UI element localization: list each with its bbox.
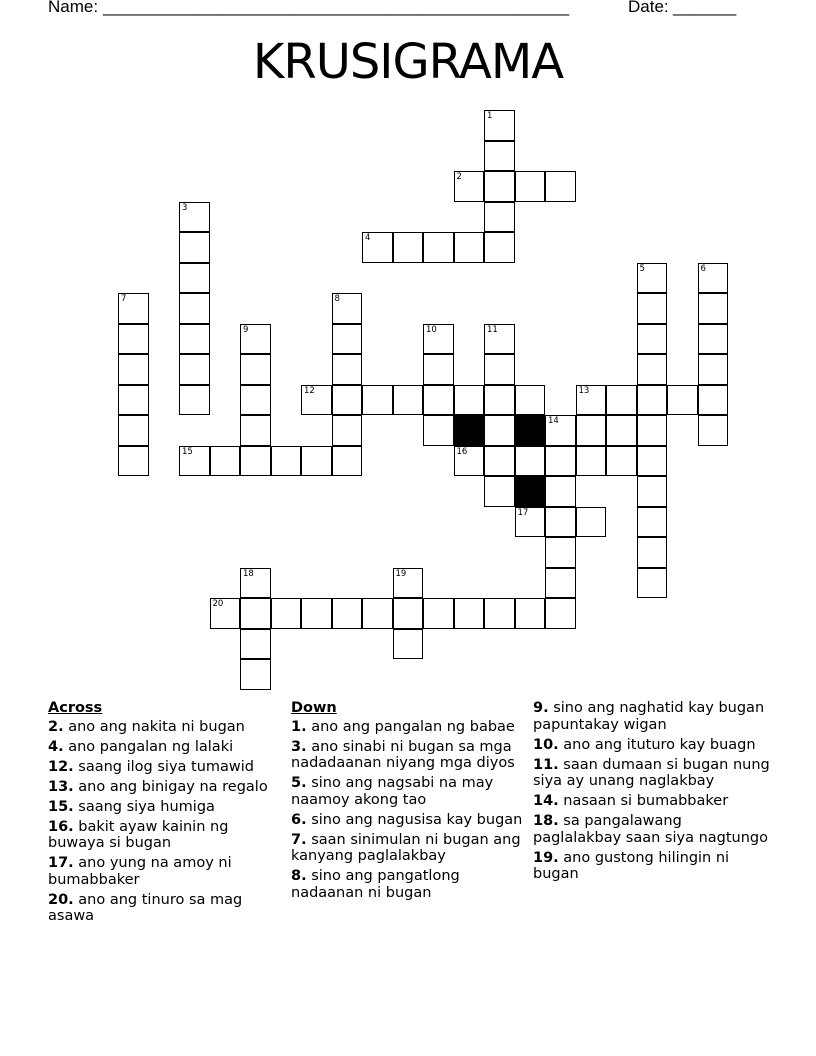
grid-cell[interactable] — [637, 324, 668, 355]
clue-number: 20 — [212, 599, 224, 609]
clue-num: 16. — [48, 818, 74, 835]
clue-num: 3. — [291, 738, 307, 755]
clue-item — [48, 759, 288, 776]
name-field-line[interactable]: ____________________________________________________ — [103, 0, 569, 16]
grid-cell[interactable] — [637, 293, 668, 324]
clue-item — [291, 739, 531, 772]
grid-cell[interactable] — [454, 385, 485, 416]
clue-number: 11 — [487, 324, 498, 335]
grid-cell[interactable] — [301, 446, 332, 477]
grid-cell[interactable] — [484, 354, 515, 385]
clue-number: 6 — [700, 263, 706, 274]
across-list — [48, 719, 288, 925]
clue-num: 17. — [48, 855, 74, 871]
clue-number: 18 — [243, 568, 254, 579]
grid-cell[interactable] — [423, 598, 454, 629]
clue-num: 7. — [291, 831, 307, 848]
clue-item — [48, 739, 288, 756]
grid-cell[interactable] — [484, 232, 515, 263]
grid-cell[interactable] — [332, 354, 363, 385]
clue-num: 12. — [48, 758, 74, 775]
grid-cell[interactable] — [698, 415, 729, 446]
grid-cell[interactable] — [332, 293, 363, 324]
date-label: Date: — [628, 0, 669, 16]
down-list — [291, 719, 531, 902]
clue-num: 9. — [533, 700, 549, 716]
clue-item — [533, 813, 773, 846]
grid-block — [454, 415, 485, 446]
grid-cell[interactable] — [637, 537, 668, 568]
grid-cell[interactable] — [484, 385, 515, 416]
grid-cell[interactable] — [179, 232, 210, 263]
grid-cell[interactable] — [179, 354, 210, 385]
clue-number: 12 — [304, 385, 315, 396]
grid-cell[interactable] — [454, 598, 485, 629]
grid-cell[interactable] — [118, 324, 149, 355]
grid-cell[interactable] — [545, 568, 576, 599]
grid-cell[interactable] — [423, 415, 454, 446]
grid-cell[interactable] — [545, 415, 576, 446]
clue-text: ano ang pangalan ng babae — [311, 718, 515, 735]
grid-cell[interactable] — [179, 324, 210, 355]
clue-text: saang siya humiga — [78, 798, 215, 815]
grid-cell[interactable] — [637, 446, 668, 477]
clue-number: 19 — [395, 568, 407, 579]
grid-cell[interactable] — [637, 568, 668, 599]
grid-cell[interactable] — [332, 385, 363, 416]
grid-cell[interactable] — [179, 202, 210, 233]
grid-cell[interactable] — [484, 476, 515, 507]
grid-cell[interactable] — [637, 385, 668, 416]
grid-cell[interactable] — [362, 385, 393, 416]
clue-num: 14. — [533, 793, 559, 809]
grid-cell[interactable] — [637, 415, 668, 446]
clue-num: 6. — [291, 811, 307, 828]
clue-item — [291, 775, 531, 808]
grid-cell[interactable] — [515, 171, 546, 202]
grid-cell[interactable] — [484, 141, 515, 172]
clue-number: 14 — [548, 416, 559, 426]
clue-item — [48, 819, 288, 852]
clue-item — [291, 719, 531, 736]
grid-cell[interactable] — [240, 659, 271, 690]
clue-item — [291, 812, 531, 829]
grid-cell[interactable] — [240, 324, 271, 355]
clue-item — [48, 892, 288, 925]
clue-number: 1 — [487, 111, 493, 121]
grid-cell[interactable] — [423, 354, 454, 385]
clue-num: 2. — [48, 718, 64, 735]
grid-cell[interactable] — [332, 598, 363, 629]
grid-cell[interactable] — [118, 415, 149, 446]
grid-cell[interactable] — [423, 385, 454, 416]
grid-cell[interactable] — [240, 598, 271, 629]
grid-cell[interactable] — [698, 354, 729, 385]
grid-cell[interactable] — [301, 598, 332, 629]
grid-cell[interactable] — [118, 446, 149, 477]
grid-cell[interactable] — [576, 385, 607, 416]
grid-cell[interactable] — [698, 293, 729, 324]
clue-text: ano ang nakita ni bugan — [68, 718, 245, 735]
grid-cell[interactable] — [454, 232, 485, 263]
grid-cell[interactable] — [240, 385, 271, 416]
grid-cell[interactable] — [698, 324, 729, 355]
grid-cell[interactable] — [332, 324, 363, 355]
grid-cell[interactable] — [393, 568, 424, 599]
grid-cell[interactable] — [179, 385, 210, 416]
page-title: KRUSIGRAMA — [252, 34, 564, 90]
clue-number: 15 — [182, 446, 193, 457]
grid-cell[interactable] — [271, 446, 302, 477]
grid-cell[interactable] — [118, 385, 149, 416]
grid-cell[interactable] — [179, 263, 210, 294]
grid-cell[interactable] — [637, 263, 668, 294]
grid-cell[interactable] — [667, 385, 698, 416]
clue-text: ano gustong hilingin ni bugan — [533, 849, 730, 882]
grid-cell[interactable] — [240, 354, 271, 385]
grid-cell[interactable] — [545, 537, 576, 568]
grid-cell[interactable] — [240, 446, 271, 477]
grid-cell[interactable] — [210, 446, 241, 477]
clue-text: bakit ayaw kainin ng buwaya si bugan — [48, 818, 229, 851]
clue-text: sino ang pangatlong nadaanan ni bugan — [291, 868, 460, 901]
clue-num: 11. — [533, 756, 559, 773]
clue-item — [291, 832, 531, 865]
grid-cell[interactable] — [454, 171, 485, 202]
clue-number: 2 — [456, 172, 462, 182]
clue-text: ano ang binigay na regalo — [78, 778, 268, 795]
grid-cell[interactable] — [393, 629, 424, 660]
name-label: Name: — [48, 0, 99, 16]
grid-cell[interactable] — [362, 598, 393, 629]
grid-cell[interactable] — [576, 415, 607, 446]
clue-number: 17 — [517, 507, 529, 518]
grid-cell[interactable] — [484, 202, 515, 233]
grid-cell[interactable] — [545, 598, 576, 629]
grid-cell[interactable] — [698, 385, 729, 416]
clue-text: sino ang naghatid kay bugan papuntakay wigan — [533, 700, 765, 733]
clue-number: 3 — [182, 202, 188, 213]
clue-text: saan sinimulan ni bugan ang kanyang paglalakbay — [291, 831, 521, 864]
grid-cell[interactable] — [545, 476, 576, 507]
clue-text: nasaan si bumabbaker — [563, 793, 729, 809]
clue-item — [48, 799, 288, 816]
grid-cell[interactable] — [637, 507, 668, 538]
grid-cell[interactable] — [637, 476, 668, 507]
clue-item — [533, 757, 773, 790]
clue-number: 4 — [365, 233, 371, 243]
grid-cell[interactable] — [484, 446, 515, 477]
grid-cell[interactable] — [545, 507, 576, 538]
grid-cell[interactable] — [484, 110, 515, 141]
clue-text: ano yung na amoy ni bumabbaker — [48, 855, 232, 888]
grid-cell[interactable] — [484, 415, 515, 446]
clue-num: 4. — [48, 738, 64, 755]
clue-item — [48, 779, 288, 796]
grid-cell[interactable] — [515, 385, 546, 416]
grid-cell[interactable] — [606, 385, 637, 416]
clue-item — [48, 855, 288, 888]
grid-cell[interactable] — [210, 598, 241, 629]
grid-cell[interactable] — [515, 446, 546, 477]
clue-text: ano sinabi ni bugan sa mga nadadaanan niyang mga diyos — [291, 738, 515, 771]
clue-text: ano ang ituturo kay buagn — [563, 736, 756, 753]
clue-num: 20. — [48, 891, 74, 908]
clue-text: sa pangalawang paglalakbay saan siya nagtungo — [533, 813, 769, 846]
grid-cell[interactable] — [179, 293, 210, 324]
grid-cell[interactable] — [332, 415, 363, 446]
clue-number: 13 — [578, 385, 590, 396]
grid-cell[interactable] — [606, 415, 637, 446]
grid-cell[interactable] — [484, 598, 515, 629]
grid-cell[interactable] — [484, 171, 515, 202]
grid-cell[interactable] — [698, 263, 729, 294]
clue-num: 19. — [533, 849, 559, 866]
grid-cell[interactable] — [637, 354, 668, 385]
grid-cell[interactable] — [179, 446, 210, 477]
grid-cell[interactable] — [576, 446, 607, 477]
clue-number: 10 — [426, 324, 437, 335]
date-field-line[interactable]: _______ — [673, 0, 736, 16]
clue-num: 1. — [291, 718, 307, 735]
grid-cell[interactable] — [118, 293, 149, 324]
grid-cell[interactable] — [332, 446, 363, 477]
clue-number: 5 — [639, 263, 645, 274]
clue-text: ano ang tinuro sa mag asawa — [48, 891, 243, 924]
clue-num: 13. — [48, 778, 74, 795]
clue-number: 9 — [243, 324, 249, 335]
across-heading: Across — [48, 700, 103, 716]
down-clues-continued — [533, 700, 773, 886]
clue-text: sino ang nagsabi na may naamoy akong tao — [291, 775, 494, 808]
grid-cell[interactable] — [423, 324, 454, 355]
clue-item — [533, 850, 773, 883]
clue-num: 8. — [291, 868, 307, 884]
clue-number: 8 — [334, 294, 340, 304]
clue-text: saan dumaan si bugan nung siya ay unang naglakbay — [533, 756, 770, 789]
clue-item — [48, 719, 288, 736]
grid-cell[interactable] — [240, 415, 271, 446]
clue-item — [533, 793, 773, 810]
across-clues — [48, 700, 288, 928]
clue-num: 5. — [291, 775, 307, 791]
clue-item — [533, 700, 773, 733]
grid-cell[interactable] — [393, 232, 424, 263]
grid-cell[interactable] — [393, 598, 424, 629]
grid-cell[interactable] — [484, 324, 515, 355]
clue-item — [533, 737, 773, 754]
grid-cell[interactable] — [576, 507, 607, 538]
clue-num: 15. — [48, 798, 74, 815]
grid-cell[interactable] — [271, 598, 302, 629]
grid-cell[interactable] — [515, 507, 546, 538]
clue-num: 18. — [533, 813, 559, 829]
grid-cell[interactable] — [606, 446, 637, 477]
down-clues — [291, 700, 531, 905]
clue-num: 10. — [533, 736, 559, 753]
grid-cell[interactable] — [393, 385, 424, 416]
clue-text: ano pangalan ng lalaki — [68, 738, 234, 755]
down-heading: Down — [291, 700, 337, 716]
clue-text: saang ilog siya tumawid — [78, 758, 255, 775]
grid-cell[interactable] — [362, 232, 393, 263]
clue-number: 7 — [121, 294, 127, 304]
clue-item — [291, 868, 531, 901]
clue-text: sino ang nagusisa kay bugan — [311, 811, 523, 828]
grid-cell[interactable] — [515, 598, 546, 629]
grid-cell[interactable] — [423, 232, 454, 263]
clue-number: 16 — [456, 446, 468, 457]
down-list-continued — [533, 700, 773, 883]
grid-cell[interactable] — [301, 385, 332, 416]
grid-cell[interactable] — [454, 446, 485, 477]
grid-cell[interactable] — [240, 568, 271, 599]
grid-cell[interactable] — [118, 354, 149, 385]
grid-cell[interactable] — [545, 171, 576, 202]
grid-block — [515, 476, 546, 507]
grid-block — [515, 415, 546, 446]
grid-cell[interactable] — [240, 629, 271, 660]
grid-cell[interactable] — [545, 446, 576, 477]
